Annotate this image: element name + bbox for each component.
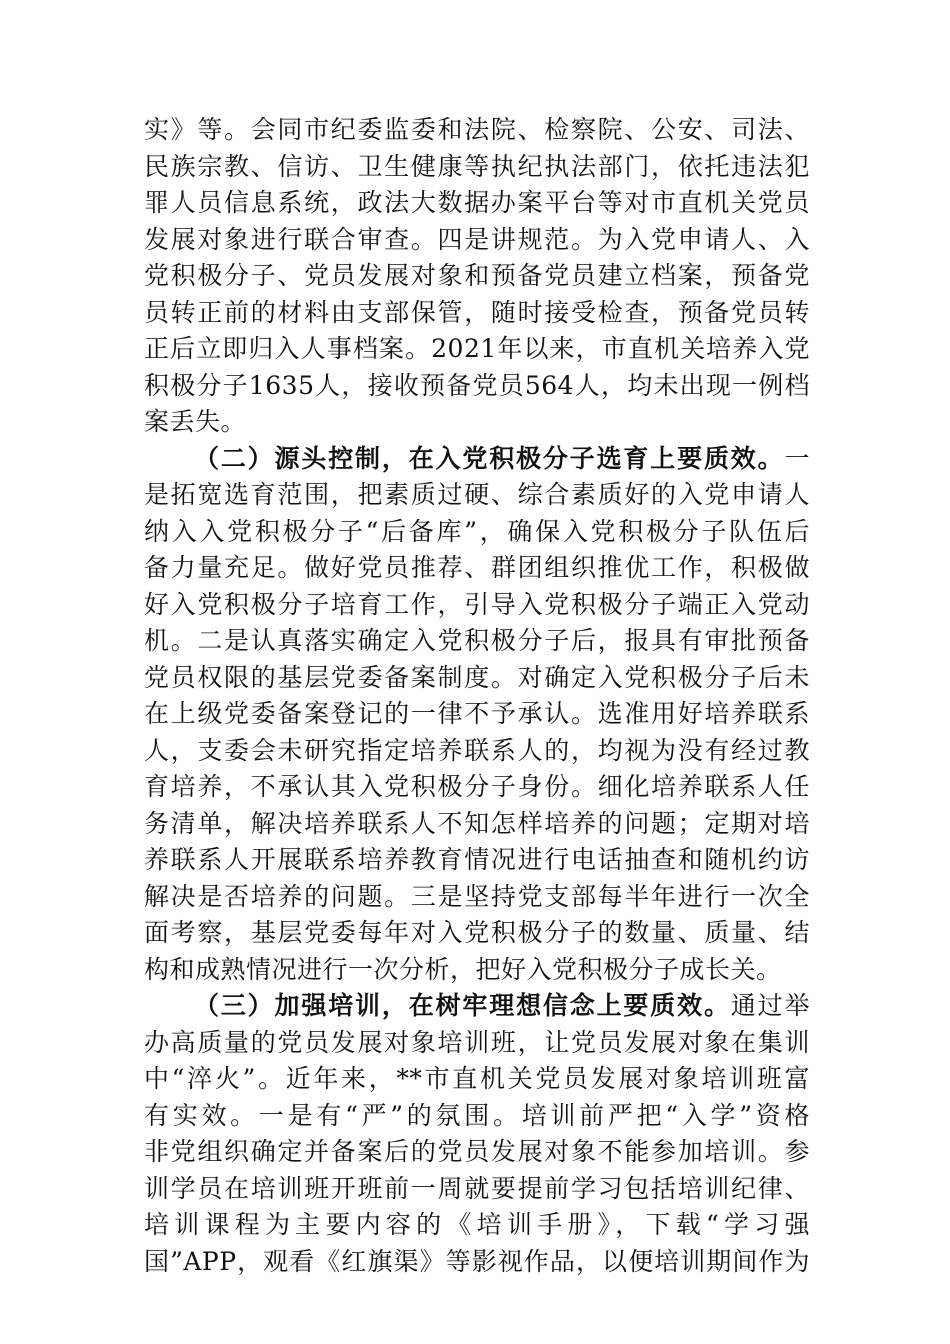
text-line: （三）加强培训，在树牢理想信念上要质效。通过举 [194, 991, 810, 1020]
text-line: 在上级党委备案登记的一律不予承认。选准用好培养联系 [144, 699, 810, 728]
text-line: 非党组织确定并备案后的党员发展对象不能参加培训。参 [144, 1137, 810, 1166]
text-line: 育培养，不承认其入党积极分子身份。细化培养联系人任 [144, 772, 810, 801]
paragraph [144, 988, 810, 1280]
text-line: 有实效。一是有“严”的氛围。培训前严把“入学”资格 [144, 1100, 810, 1130]
text-line: 构和成熟情况进行一次分析，把好入党积极分子成长关。 [144, 954, 782, 984]
text-line: 务清单，解决培养联系人不知怎样培养的问题；定期对培 [144, 808, 810, 838]
text-line: 是拓宽选育范围，把素质过硬、综合素质好的入党申请人 [144, 480, 810, 509]
document-page [144, 112, 810, 1280]
text-line: 人，支委会未研究指定培养联系人的，均视为没有经过教 [144, 735, 810, 765]
text-line: 机。二是认真落实确定入党积极分子后，报具有审批预备 [144, 626, 810, 655]
text-line: 罪人员信息系统，政法大数据办案平台等对市直机关党员 [144, 188, 810, 217]
text-line: 办高质量的党员发展对象培训班，让党员发展对象在集训 [144, 1027, 810, 1057]
text-line: 中“淬火”。近年来，**市直机关党员发展对象培训班富 [144, 1064, 810, 1093]
paragraph [144, 112, 810, 441]
text-line: 积极分子1635人，接收预备党员564人，均未出现一例档 [144, 370, 810, 400]
section-heading: （三）加强培训，在树牢理想信念上要质效。 [194, 991, 731, 1020]
text-line: 正后立即归入人事档案。2021年以来，市直机关培养入党 [144, 334, 810, 363]
text-line: 民族宗教、信访、卫生健康等执纪执法部门，依托违法犯 [144, 151, 810, 181]
text-line: 面考察，基层党委每年对入党积极分子的数量、质量、结 [144, 918, 810, 947]
text-line: 好入党积极分子培育工作，引导入党积极分子端正入党动 [144, 589, 810, 619]
text-line: 养联系人开展联系培养教育情况进行电话抽查和随机约访 [144, 845, 810, 874]
text-line: 实》等。会同市纪委监委和法院、检察院、公安、司法、 [144, 115, 810, 144]
text-line: 培训课程为主要内容的《培训手册》，下载“学习强 [144, 1210, 810, 1239]
paragraph [144, 441, 810, 989]
text-line: 纳入入党积极分子“后备库”，确保入党积极分子队伍后 [144, 516, 810, 546]
text-line: （二）源头控制，在入党积极分子选育上要质效。一 [194, 443, 810, 473]
text-line: 党积极分子、党员发展对象和预备党员建立档案，预备党 [144, 261, 810, 290]
text-line: 解决是否培养的问题。三是坚持党支部每半年进行一次全 [144, 881, 810, 911]
text-line: 国”APP，观看《红旗渠》等影视作品，以便培训期间作为 [144, 1246, 810, 1276]
text-line: 员转正前的材料由支部保管，随时接受检查，预备党员转 [144, 297, 810, 327]
section-heading: （二）源头控制，在入党积极分子选育上要质效。 [194, 443, 785, 473]
text-line: 备力量充足。做好党员推荐、群团组织推优工作，积极做 [144, 553, 810, 582]
text-line: 党员权限的基层党委备案制度。对确定入党积极分子后未 [144, 662, 810, 692]
text-line: 发展对象进行联合审查。四是讲规范。为入党申请人、入 [144, 224, 810, 254]
text-line: 案丢失。 [144, 407, 247, 436]
text-line: 训学员在培训班开班前一周就要提前学习包括培训纪律、 [144, 1173, 810, 1203]
